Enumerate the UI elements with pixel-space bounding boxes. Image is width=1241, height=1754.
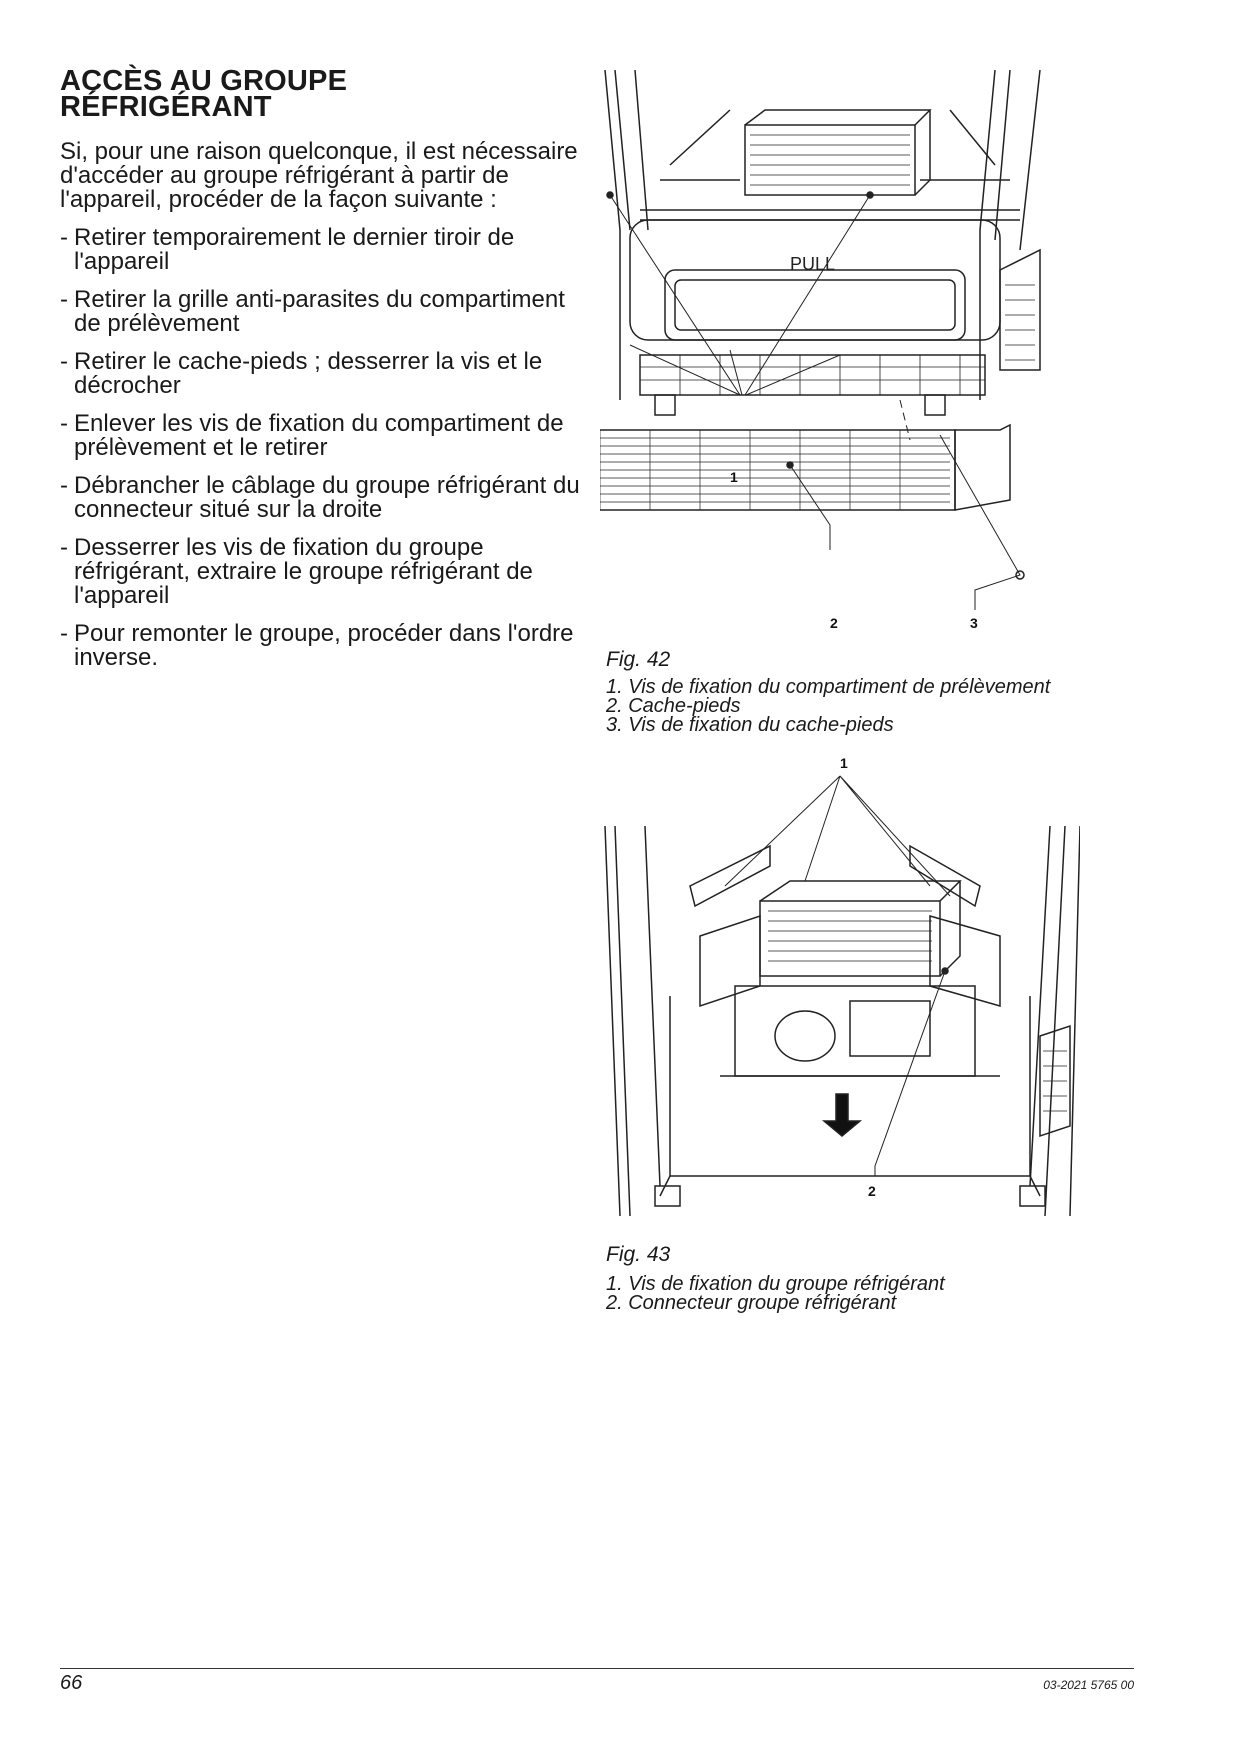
step-item: - Pour remonter le groupe, procéder dans l'ordre inverse. bbox=[60, 620, 574, 671]
fig43-legend bbox=[606, 1275, 945, 1313]
text-column bbox=[60, 65, 580, 684]
section-title bbox=[60, 65, 580, 123]
step-text: Enlever les vis de fixation du compartiment de prélèvement et le retirer bbox=[74, 410, 564, 461]
step-text: Desserrer les vis de fixation du groupe réfrigérant, extraire le groupe réfrigérant de l'appareil bbox=[74, 534, 533, 609]
step-item: - Enlever les vis de fixation du compartiment de prélèvement et le retirer bbox=[60, 410, 564, 461]
fig42-callout-2: 2 bbox=[830, 615, 838, 631]
section-title-line1: ACCÈS AU GROUPE bbox=[60, 65, 348, 97]
fig42-legend bbox=[606, 678, 1050, 735]
step-text: Retirer temporairement le dernier tiroir de l'appareil bbox=[74, 224, 515, 275]
fig43-callout-2: 2 bbox=[868, 1183, 876, 1199]
step-item: - Retirer temporairement le dernier tiroir de l'appareil bbox=[60, 224, 515, 275]
fig42-caption: Fig. 42 bbox=[606, 648, 671, 671]
step-text: Débrancher le câblage du groupe réfrigérant du connecteur situé sur la droite bbox=[74, 472, 580, 523]
step-text: Retirer le cache-pieds ; desserrer la vis et le décrocher bbox=[74, 348, 543, 399]
footer-divider bbox=[60, 1668, 1134, 1669]
page-number: 66 bbox=[60, 1672, 83, 1694]
intro-paragraph: Si, pour une raison quelconque, il est nécessaire d'accéder au groupe réfrigérant à partir de l'appareil, procéder de la façon suivante : bbox=[60, 138, 578, 213]
step-item: - Retirer la grille anti-parasites du compartiment de prélèvement bbox=[60, 286, 565, 337]
fig43-caption: Fig. 43 bbox=[606, 1243, 671, 1266]
pull-label: PULL bbox=[790, 254, 836, 274]
legend-item: 3. Vis de fixation du cache-pieds bbox=[606, 714, 894, 736]
step-item: - Débrancher le câblage du groupe réfrigérant du connecteur situé sur la droite bbox=[60, 472, 580, 523]
legend-item: 2. Connecteur groupe réfrigérant bbox=[606, 1292, 897, 1314]
section-title-line2: RÉFRIGÉRANT bbox=[60, 91, 272, 123]
step-item: - Retirer le cache-pieds ; desserrer la vis et le décrocher bbox=[60, 348, 543, 399]
fig42-callout-1: 1 bbox=[730, 469, 738, 485]
figure-43-illustration bbox=[600, 756, 1080, 1246]
step-item: - Desserrer les vis de fixation du groupe réfrigérant, extraire le groupe réfrigérant de l'appareil bbox=[60, 534, 533, 609]
figure-42-illustration bbox=[600, 70, 1080, 640]
procedure-steps bbox=[60, 226, 580, 670]
fig43-callout-1: 1 bbox=[840, 756, 848, 771]
step-text: Retirer la grille anti-parasites du compartiment de prélèvement bbox=[74, 286, 565, 337]
legend-item: 1. Vis de fixation du groupe réfrigérant bbox=[606, 1273, 945, 1295]
legend-item: 2. Cache-pieds bbox=[606, 695, 741, 717]
document-reference: 03-2021 5765 00 bbox=[1043, 1678, 1134, 1692]
step-text: Pour remonter le groupe, procéder dans l'ordre inverse. bbox=[74, 620, 574, 671]
fig42-callout-3: 3 bbox=[970, 615, 978, 631]
legend-item: 1. Vis de fixation du compartiment de prélèvement bbox=[606, 676, 1051, 698]
